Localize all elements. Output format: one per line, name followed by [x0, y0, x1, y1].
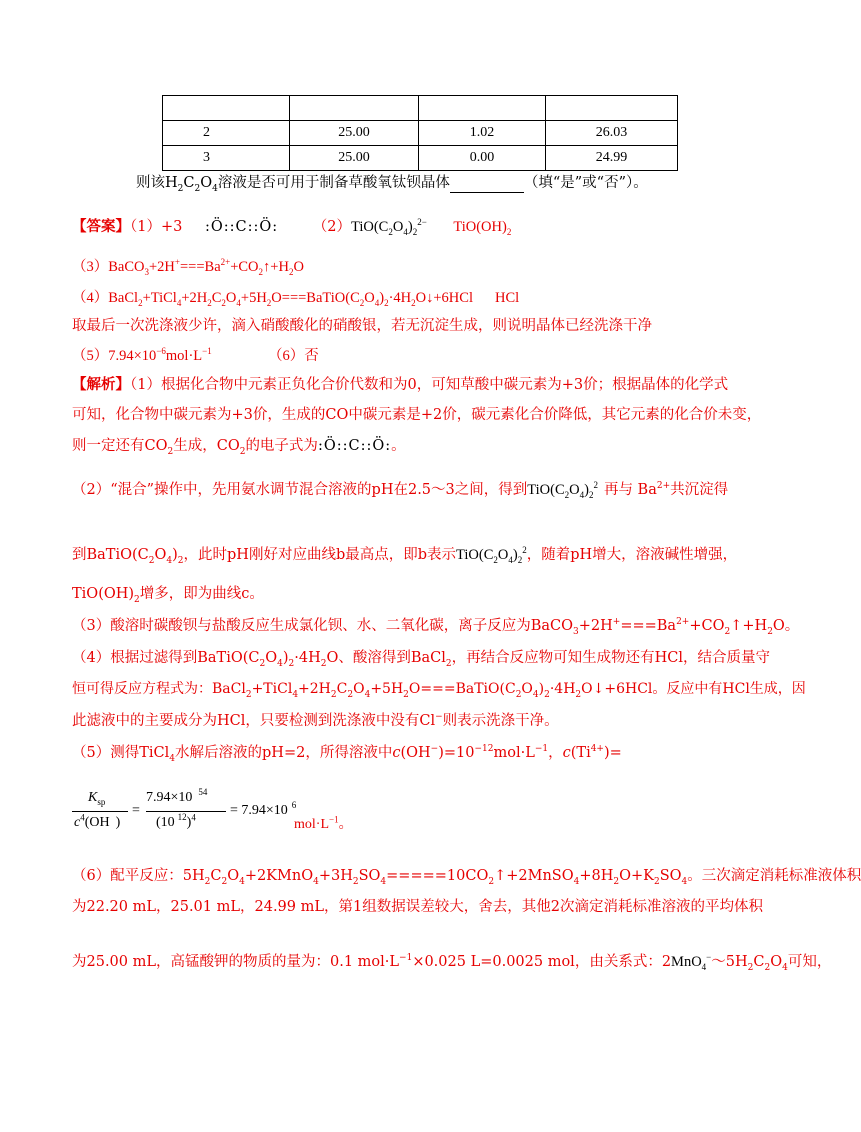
table-cell: 1.02 [419, 121, 546, 146]
analysis-6-line-1 [72, 866, 861, 886]
sub: 2 [747, 962, 754, 973]
text: +CO [689, 618, 725, 634]
text: ) [115, 815, 121, 830]
text: O、酸溶得到BaCl [326, 650, 446, 666]
text: ，随着pH增大，溶液碱性增强， [526, 547, 738, 563]
analysis-2-line-1 [72, 480, 728, 500]
text: ) [282, 650, 289, 666]
sub: 2 [575, 689, 582, 700]
text: ，再结合反应物可知生成物还有HCl，结合质量守 [451, 650, 771, 666]
sup: 2+ [220, 257, 231, 268]
text: TiO(OH) [72, 586, 135, 602]
formula [527, 482, 598, 498]
text: ↑+2MnSO [494, 868, 574, 884]
text: O [497, 547, 509, 563]
answer-line-5 [72, 346, 319, 366]
table-row [163, 96, 678, 121]
text: C [183, 175, 195, 191]
formula [671, 954, 711, 970]
text: O [227, 868, 240, 884]
sup: 2+ [676, 617, 690, 628]
table-row [163, 146, 678, 171]
sub: 2 [588, 489, 594, 500]
text: ) [512, 547, 518, 563]
text: 。 [338, 817, 353, 832]
sub: 2 [148, 555, 155, 566]
text: 恒可得反应方程式为：BaCl [72, 681, 246, 697]
sub: 2 [653, 876, 660, 887]
text: （2） [312, 219, 351, 235]
table-cell: 3 [163, 146, 290, 171]
table-cell: 26.03 [546, 121, 678, 146]
text: +2H [298, 681, 331, 697]
text: mol·L [294, 817, 329, 832]
text: K [88, 790, 98, 805]
sup: 2+ [656, 481, 671, 492]
fraction-denominator [156, 812, 196, 831]
sub: 2 [266, 297, 272, 308]
sub: 2 [320, 658, 327, 669]
answer-blank[interactable] [450, 178, 524, 193]
sub: 2 [445, 658, 452, 669]
sub: 4 [292, 689, 299, 700]
sub: 2 [245, 689, 252, 700]
sub: 4 [782, 962, 788, 973]
sup: 4 [191, 812, 196, 823]
text: )= [603, 745, 622, 761]
sub: 2 [177, 555, 184, 566]
sup: 2 [593, 480, 598, 491]
question-line [136, 173, 648, 193]
analysis-2-line-3 [72, 584, 264, 604]
text: +2H [578, 618, 613, 634]
co2-electron-formula: :Ö::C::Ö: [204, 219, 279, 235]
sub: sp [97, 796, 106, 807]
equation-unit [294, 813, 353, 833]
answer-line-4 [72, 288, 519, 308]
formula [453, 219, 511, 235]
text: O===BaTiO(C [408, 681, 516, 697]
sub: 4 [701, 961, 707, 972]
text: 7.94×10 [146, 790, 193, 805]
text: O [293, 259, 304, 275]
sub: 4 [380, 876, 387, 887]
sub: 2 [403, 689, 409, 700]
analysis-1-line-1 [72, 375, 728, 395]
text: O。 [772, 618, 800, 634]
answer-line-3 [72, 257, 304, 277]
sub: 2 [221, 876, 228, 887]
text: ，此时pH刚好对应曲线b最高点，即b表示 [183, 547, 457, 563]
text: ↑+H [263, 259, 289, 275]
text: )=10 [438, 745, 475, 761]
text: 则表示洗涤干净。 [442, 713, 559, 729]
text: 水解后溶液的pH=2，所得溶液中 [175, 745, 393, 761]
answer-line-1 [72, 217, 511, 237]
text: +2H [181, 290, 208, 306]
analysis-1-line-3 [72, 436, 406, 456]
text: ===Ba [620, 618, 677, 634]
sub: 2 [359, 297, 365, 308]
text: 溶液是否可用于制备草酸氧钛钡晶体 [217, 175, 450, 191]
sup: −1 [534, 744, 549, 755]
text: O [364, 290, 375, 306]
text: （6）否 [268, 348, 319, 364]
text: （4）BaCl [72, 290, 139, 306]
sub: 2 [764, 962, 771, 973]
sub: 2 [239, 446, 246, 457]
sub: 4 [374, 297, 380, 308]
sub: 4 [277, 658, 283, 669]
text: +CO [230, 259, 259, 275]
text: （5）测得TiCl [72, 745, 170, 761]
sup: −1 [399, 953, 413, 964]
table-cell [419, 96, 546, 121]
text: SO [358, 868, 381, 884]
text: ) [407, 219, 413, 235]
sub: 4 [403, 226, 408, 237]
text: ， [548, 745, 563, 761]
answer-wash: 取最后一次洗涤液少许，滴入硝酸酸化的硝酸银，若无沉淀生成，则说明晶体已经洗涤干净 [72, 318, 652, 334]
text: c [392, 745, 401, 761]
sup: − [435, 712, 443, 723]
sup: −1 [202, 346, 212, 357]
text: O [225, 290, 237, 306]
sup: 54 [198, 787, 208, 798]
sup: 4+ [590, 744, 604, 755]
text: TiO(OH) [453, 219, 507, 235]
text: （2）“混合”操作中，先用氨水调节混合溶液的pH在2.5～3之间，得到 [72, 482, 528, 498]
text: 。三次滴定消耗标准液体积 [687, 868, 861, 884]
analysis-1-line-2: 可知，化合物中碳元素为+3价，生成的CO中碳元素是+2价，碳元素化合价降低，其它元素的化合价未变， [72, 407, 762, 423]
analysis-5-line-1 [72, 743, 622, 763]
text: 。 [391, 438, 406, 454]
sub: 2 [564, 489, 570, 500]
sup: −12 [474, 744, 494, 755]
sub: 4 [681, 876, 688, 887]
text: 为25.00 mL，高锰酸钾的物质的量为：0.1 mol·L [72, 954, 400, 970]
text: (10 [156, 815, 175, 830]
text: ～5H [711, 954, 748, 970]
analysis-4-line-1 [72, 648, 770, 668]
sup: − [706, 952, 712, 963]
sub: 2 [352, 876, 359, 887]
sub: 2 [347, 689, 354, 700]
analysis-6-line-2: 为22.20 mL，25.01 mL，24.99 mL，第1组数据误差较大，舍去，其他2次滴定消耗标准溶液的平均体积 [72, 899, 763, 915]
text: +2KMnO [244, 868, 314, 884]
text: 此滤液中的主要成分为HCl，只要检测到洗涤液中没有Cl [72, 713, 436, 729]
sup: −6 [156, 346, 166, 357]
titration-table [162, 95, 678, 171]
sub: 4 [166, 555, 173, 566]
text: （1）根据化合物中元素正负化合价代数和为0，可知草酸中碳元素为+3价；根据晶体的化学式 [130, 377, 729, 393]
sup: + [612, 617, 621, 628]
analysis-4-line-3 [72, 711, 559, 731]
fraction-numerator [146, 787, 208, 806]
sub: 2 [515, 689, 522, 700]
sub: 2 [258, 266, 264, 277]
sup: + [174, 257, 180, 268]
text: C [210, 868, 222, 884]
text: O===BaTiO(C [271, 290, 360, 306]
equals-sign: = [132, 803, 140, 818]
text: (OH [84, 815, 110, 830]
table-cell: 25.00 [290, 121, 419, 146]
sub: 2 [259, 658, 266, 669]
sub: 4 [169, 753, 176, 764]
text: 的电子式为 [245, 438, 318, 454]
formula [351, 219, 427, 235]
text: ×0.025 L=0.0025 mol，由关系式：2 [412, 954, 672, 970]
text: ↑+H [730, 618, 768, 634]
text: （1）+3 [130, 219, 183, 235]
text: ·4H [549, 681, 576, 697]
sub: 2 [288, 266, 294, 277]
sub: 2 [207, 297, 212, 308]
text: ) [379, 290, 385, 306]
sup: 6 [291, 800, 297, 811]
text: +8H [579, 868, 614, 884]
text: 则该H [136, 175, 178, 191]
sub: 2 [138, 297, 143, 308]
text: O [200, 175, 213, 191]
text: 生成，CO [173, 438, 240, 454]
sub: 4 [579, 489, 585, 500]
sub: 2 [488, 876, 495, 887]
text: TiO(C [527, 482, 565, 498]
text: O+K [619, 868, 654, 884]
text: O [392, 219, 404, 235]
text: +3H [318, 868, 353, 884]
sub: 3 [144, 266, 149, 277]
text: O [154, 547, 167, 563]
text: O [265, 650, 278, 666]
text: +5H [370, 681, 404, 697]
text: ) [584, 482, 589, 498]
sub: 2 [517, 554, 523, 565]
text: ·4H [294, 650, 321, 666]
text: c [562, 745, 571, 761]
text: mol·L [165, 348, 203, 364]
sub: 2 [204, 876, 211, 887]
table-cell [290, 96, 419, 121]
text: (Ti [570, 745, 591, 761]
sub: 2 [724, 626, 731, 637]
text: TiO(C [456, 547, 494, 563]
sup: 2− [417, 217, 427, 228]
text: 再与 Ba [603, 482, 657, 498]
analysis-6-line-3 [72, 952, 831, 972]
sub: 4 [313, 876, 319, 887]
sub: 2 [493, 554, 498, 565]
text: C [336, 681, 348, 697]
text: ·4H [388, 290, 412, 306]
sub: 2 [412, 226, 418, 237]
analysis-3 [72, 616, 799, 636]
text: TiO(C [351, 219, 389, 235]
table-cell: 24.99 [546, 146, 678, 171]
sub: 4 [532, 689, 539, 700]
text: mol·L [493, 745, 535, 761]
sup: 4 [80, 812, 85, 823]
formula [456, 547, 527, 563]
text: HCl [494, 290, 520, 306]
text: +TiCl [251, 681, 293, 697]
co2-electron-formula: :Ö::C::Ö: [317, 438, 392, 454]
sup: 2 [522, 545, 527, 556]
text: O [770, 954, 783, 970]
sub: 4 [176, 297, 182, 308]
table-cell [163, 96, 290, 121]
sub: 2 [330, 689, 337, 700]
table-cell: 25.00 [290, 146, 419, 171]
text: （填“是”或“否”）。 [523, 175, 648, 191]
text: (OH [400, 745, 431, 761]
sub: 4 [573, 876, 580, 887]
sub: 2 [767, 626, 773, 637]
sub: 2 [544, 689, 550, 700]
sup: − [430, 744, 439, 755]
text: 增多，即为曲线c。 [139, 586, 264, 602]
text: O [353, 681, 365, 697]
sub: 4 [239, 876, 245, 887]
sub: 2 [221, 297, 226, 308]
equation-result [230, 800, 297, 819]
analysis-label: 【解析】 [72, 376, 130, 393]
text: ) [186, 815, 192, 830]
sub: 4 [212, 183, 218, 194]
sub: 2 [613, 876, 620, 887]
table-row [163, 121, 678, 146]
sub: 2 [194, 183, 201, 194]
text: 到BaTiO(C [72, 547, 149, 563]
sub: 2 [506, 226, 512, 237]
text: C [753, 954, 765, 970]
text: （5）7.94×10 [72, 348, 157, 364]
text: （3）BaCO [72, 259, 145, 275]
sup: −1 [329, 814, 339, 825]
fraction-denominator [74, 812, 121, 831]
text: O↓+6HCl。反应中有HCl生成，因 [581, 681, 806, 697]
sub: 2 [384, 297, 389, 308]
text: O↓+6HCl [415, 290, 473, 306]
sub: 3 [573, 626, 579, 637]
text: = 7.94×10 [230, 803, 288, 818]
text: ===Ba [179, 259, 221, 275]
text: SO [659, 868, 682, 884]
sub: 2 [411, 297, 416, 308]
answer-label: 【答案】 [72, 218, 130, 235]
text: 共沉淀得 [670, 482, 729, 498]
sub: 2 [388, 226, 393, 237]
sub: 2 [167, 446, 174, 457]
text: O [521, 681, 533, 697]
text: （6）配平反应：5H [72, 868, 205, 884]
text: ) [172, 547, 178, 563]
text: O [569, 482, 580, 498]
text: c [74, 815, 81, 830]
text: MnO [671, 954, 702, 970]
sub: 2 [288, 658, 295, 669]
text: （3）酸溶时碳酸钡与盐酸反应生成氯化钡、水、二氧化碳，离子反应为BaCO [72, 618, 574, 634]
sub: 4 [236, 297, 241, 308]
text: （4）根据过滤得到BaTiO(C [72, 650, 260, 666]
sub: 2 [177, 183, 184, 194]
analysis-4-line-2 [72, 679, 806, 699]
table-cell [546, 96, 678, 121]
text: 可知， [787, 954, 832, 970]
table-cell: 0.00 [419, 146, 546, 171]
sub: 4 [508, 554, 513, 565]
text: C [211, 290, 222, 306]
analysis-2-line-2 [72, 545, 737, 565]
sub: 4 [364, 689, 371, 700]
text: ) [538, 681, 545, 697]
fraction-numerator [88, 790, 105, 806]
text: =====10CO [386, 868, 489, 884]
text: +5H [240, 290, 267, 306]
table-cell: 2 [163, 121, 290, 146]
sub: 2 [134, 594, 140, 605]
text: +TiCl [142, 290, 177, 306]
sup: 12 [177, 812, 187, 823]
text: 则一定还有CO [72, 438, 168, 454]
text: +2H [149, 259, 175, 275]
